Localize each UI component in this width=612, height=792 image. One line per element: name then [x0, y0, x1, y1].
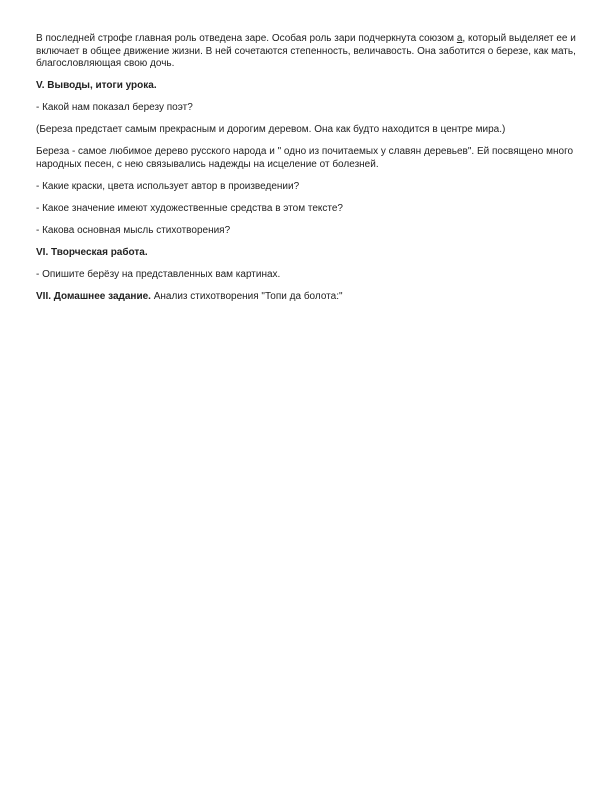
homework-text: Анализ стихотворения "Топи да болота:" [150, 290, 343, 302]
paragraph-dawn-before: В последней строфе главная роль отведена заре. Особая роль зари подчеркнута союзом [36, 33, 457, 44]
section-7-heading: VII. Домашнее задание. [36, 290, 151, 302]
section-6-heading: VI. Творческая работа. [36, 246, 148, 258]
homework-paragraph [36, 291, 576, 304]
question-colors: - Какие краски, цвета использует автор в произведении? [36, 180, 300, 192]
question-poet-birch: - Какой нам показал березу поэт? [36, 102, 193, 113]
section-5-heading: V. Выводы, итоги урока. [36, 80, 157, 91]
creative-task: - Опишите берёзу на представленных вам картинах. [36, 268, 281, 280]
answer-birch: (Береза предстает самым прекрасным и дорогим деревом. Она как будто находится в центре мира.) [36, 124, 506, 135]
question-main-idea: - Какова основная мысль стихотворения? [36, 224, 231, 236]
question-artistic-means: - Какое значение имеют художественные средства в этом тексте? [36, 202, 343, 214]
paragraph-dawn-after: , который выделяет ее и включает в общее движение жизни. В ней сочетаются степенность, величавость. Она заботится о березе, как мать, благословляющая свою дочь. [36, 33, 576, 69]
paragraph-birch-folk: Береза - самое любимое дерево русского народа и " одно из почитаемых у славян деревьев". Ей посвящено много народных песен, с нею связывались надежды на исцеление от болезней. [36, 146, 574, 170]
paragraph-dawn [36, 33, 576, 71]
underlined-conjunction: а [456, 33, 463, 44]
document-page [36, 33, 576, 313]
